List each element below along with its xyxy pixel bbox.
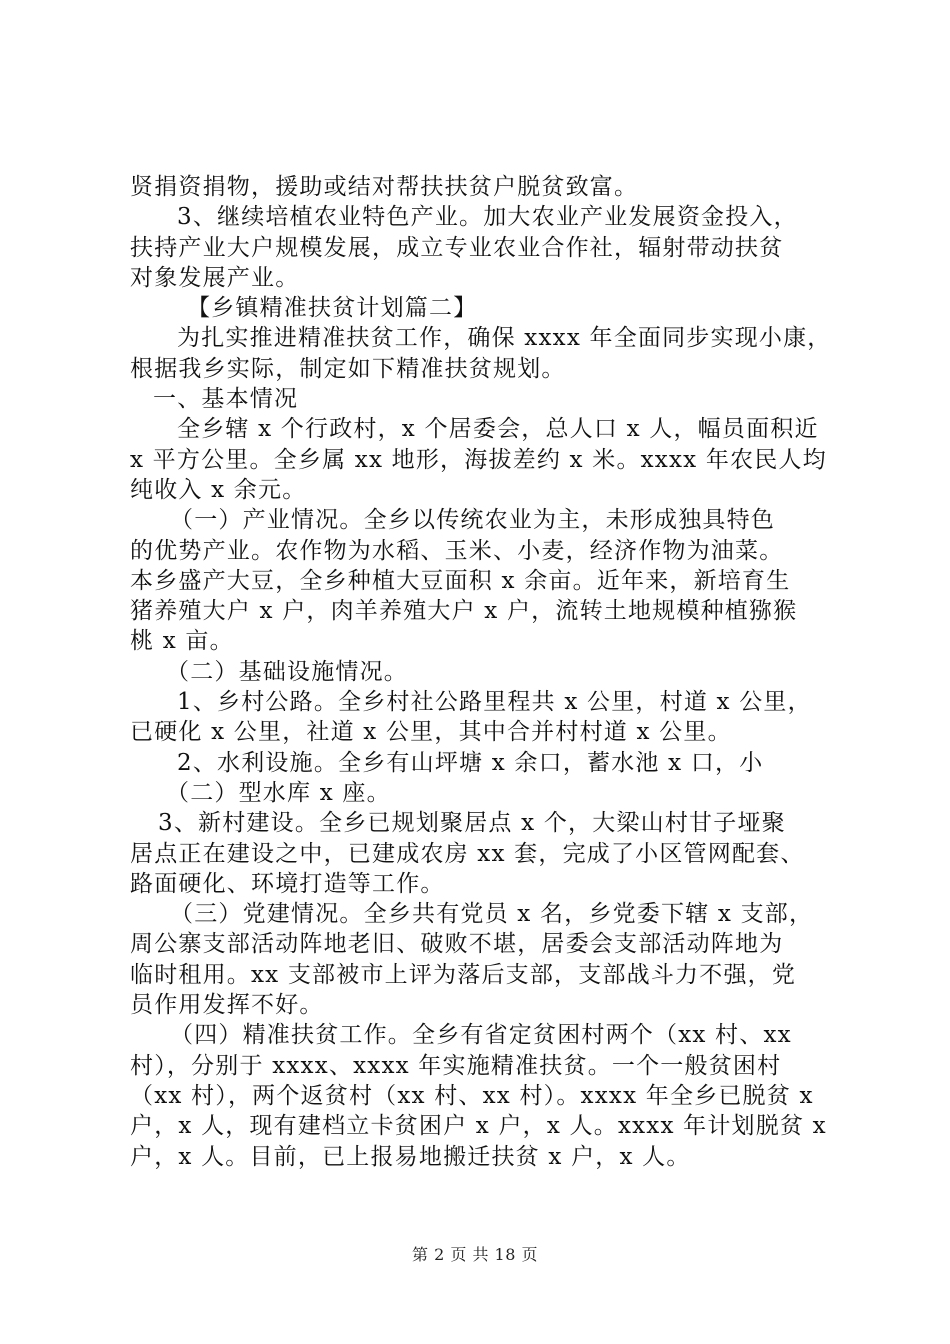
text-line: 已硬化 x 公里，社道 x 公里，其中合并村村道 x 公里。 [130,719,732,746]
text-line: 根据我乡实际，制定如下精准扶贫规划。 [130,355,566,382]
text-line: 3、继续培植农业特色产业。加大农业产业发展资金投入， [177,204,798,231]
text-line: 2、水利设施。全乡有山坪塘 x 余口，蓄水池 x 口，小 [177,749,764,776]
text-line: 3、新村建设。全乡已规划聚居点 x 个，大梁山村甘子垭聚 [158,810,786,837]
text-line: 猪养殖大户 x 户，肉羊养殖大户 x 户，流转土地规模种植猕猴 [130,598,798,625]
text-line: （xx 村），两个返贫村（xx 村、xx 村）。xxxx 年全乡已脱贫 x [130,1082,814,1109]
document-body [130,172,835,1172]
text-line: 本乡盛产大豆，全乡种植大豆面积 x 余亩。近年来，新培育生 [130,567,791,594]
text-line: （一）产业情况。全乡以传统农业为主，未形成独具特色 [170,507,775,534]
text-line: 1、乡村公路。全乡村社公路里程共 x 公里，村道 x 公里， [177,689,812,716]
text-line: （二）基础设施情况。 [166,658,408,685]
text-line: 周公寨支部活动阵地老旧、破败不堪，居委会支部活动阵地为 [130,931,784,958]
page-number-footer: 第 2 页 共 18 页 [412,1245,538,1264]
text-line: 路面硬化、环境打造等工作。 [130,870,445,897]
text-line: 全乡辖 x 个行政村，x 个居委会，总人口 x 人，幅员面积近 [177,416,819,443]
text-line: x 平方公里。全乡属 xx 地形，海拔差约 x 米。xxxx 年农民人均 [130,446,827,473]
text-line: （四）精准扶贫工作。全乡有省定贫困村两个（xx 村、xx [170,1022,792,1049]
text-line: 员作用发挥不好。 [130,992,324,1019]
text-line: （二）型水库 x 座。 [166,779,391,806]
section-heading: 一、基本情况 [153,386,299,413]
text-line: 户，x 人。目前，已上报易地搬迁扶贫 x 户，x 人。 [130,1143,691,1170]
text-line: 临时租用。xx 支部被市上评为落后支部，支部战斗力不强，党 [130,961,797,988]
text-line: 桃 x 亩。 [130,628,234,655]
text-line: 的优势产业。农作物为水稻、玉米、小麦，经济作物为油菜。 [130,537,784,564]
text-line: 对象发展产业。 [130,264,300,291]
text-line: 为扎实推进精准扶贫工作，确保 xxxx 年全面同步实现小康， [177,325,832,352]
text-line: 贤捐资捐物，援助或结对帮扶扶贫户脱贫致富。 [130,174,639,200]
text-line: 居点正在建设之中，已建成农房 xx 套，完成了小区管网配套、 [130,840,805,867]
text-line: 纯收入 x 余元。 [130,476,307,503]
text-line: 户，x 人，现有建档立卡贫困户 x 户，x 人。xxxx 年计划脱贫 x [130,1113,827,1140]
text-line: 村），分别于 xxxx、xxxx 年实施精准扶贫。一个一般贫困村 [130,1052,782,1079]
section-heading: 【乡镇精准扶贫计划篇二】 [187,295,478,322]
text-line: 扶持产业大户规模发展，成立专业农业合作社，辐射带动扶贫 [130,234,784,261]
text-line: （三）党建情况。全乡共有党员 x 名，乡党委下辖 x 支部， [170,901,814,928]
